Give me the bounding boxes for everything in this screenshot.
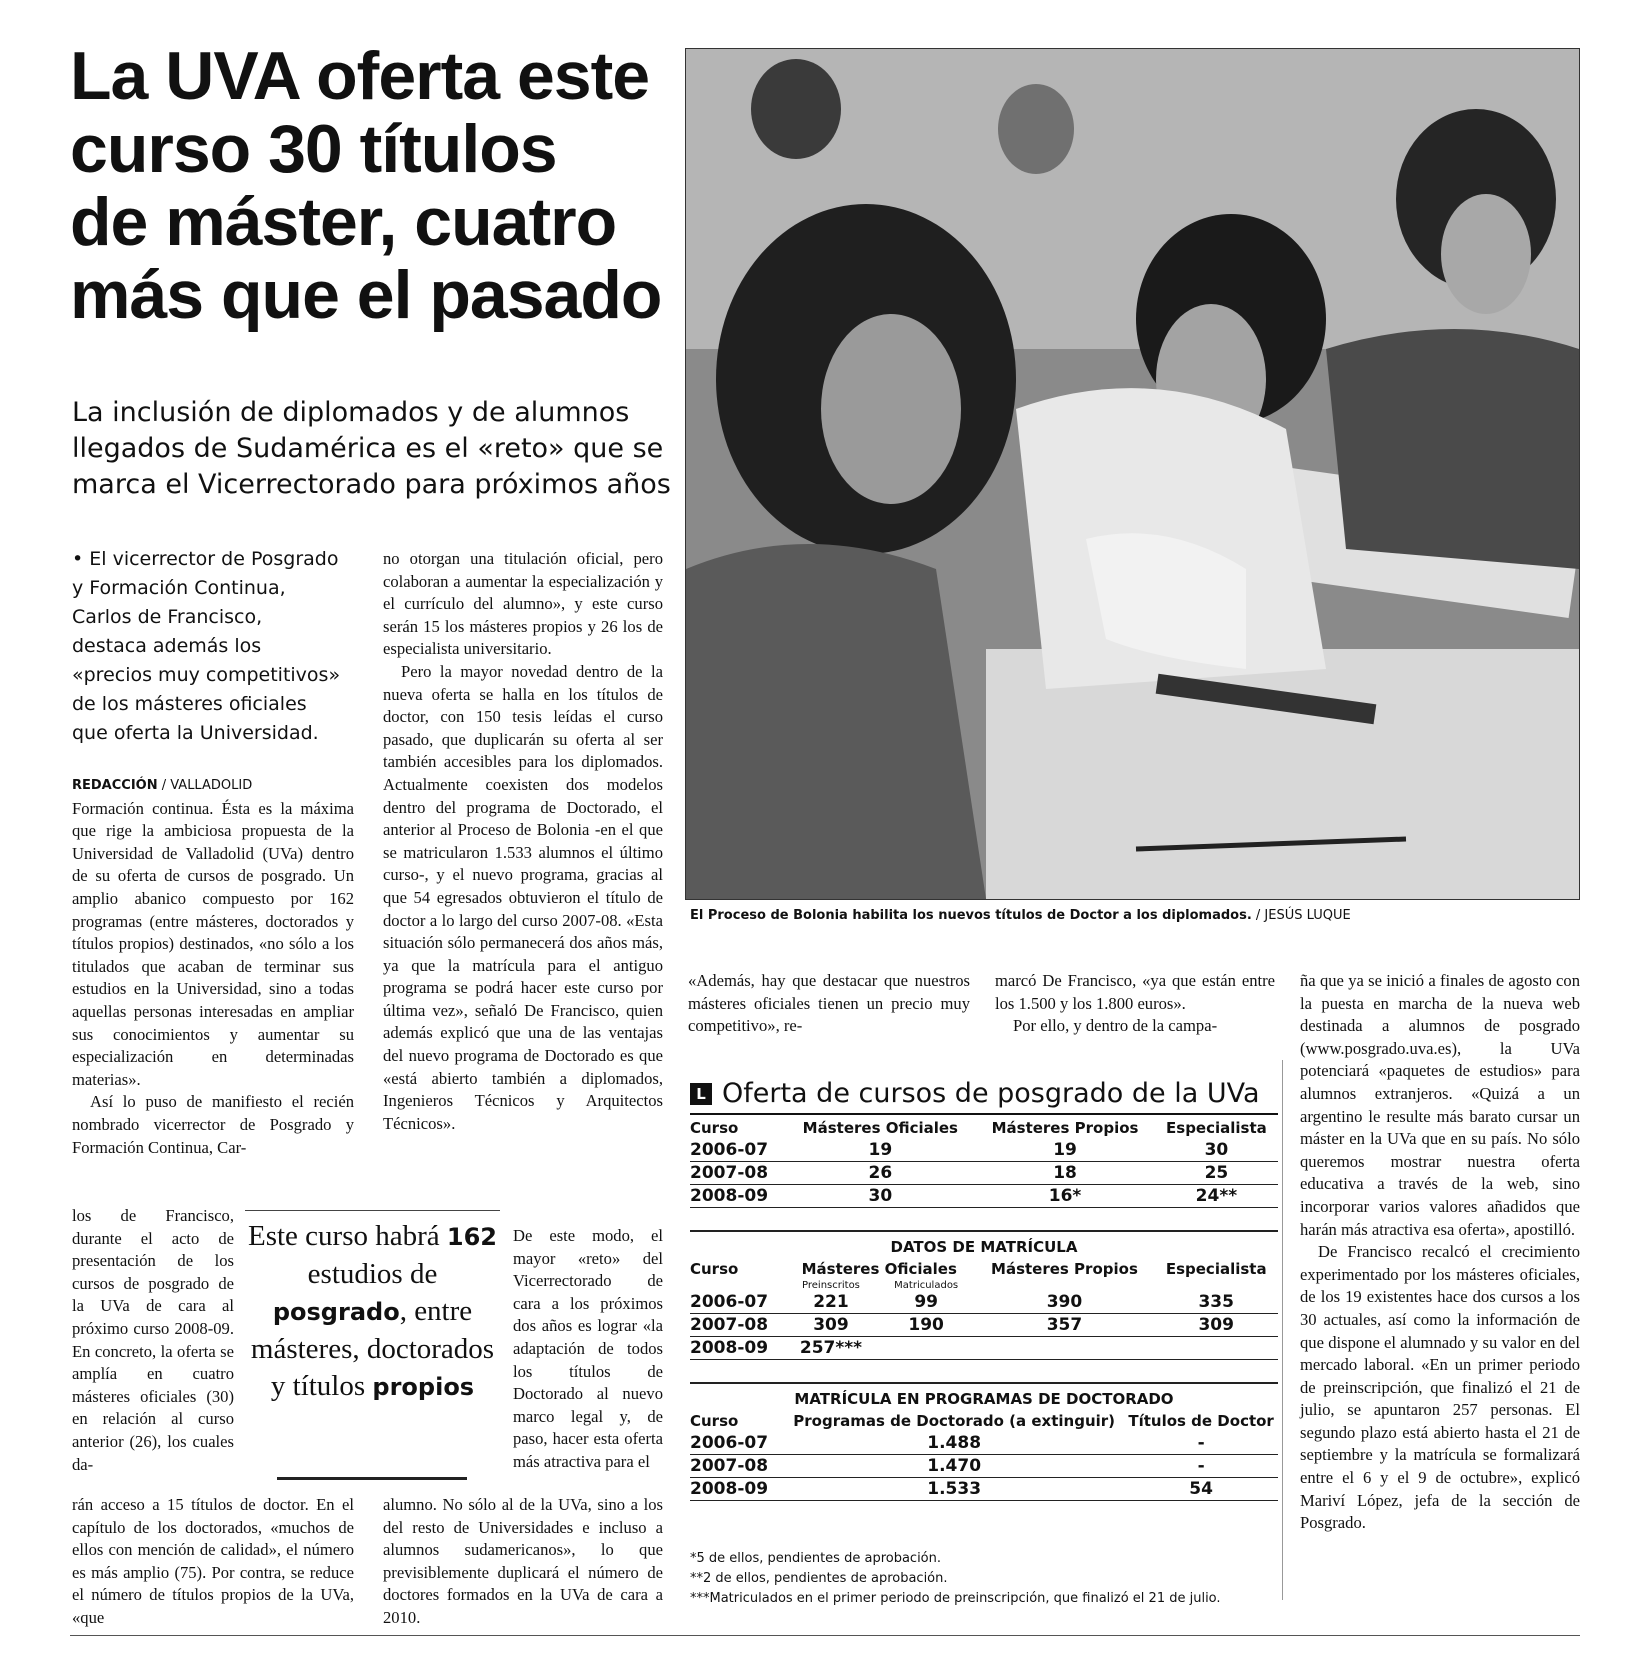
table-cell: 2008-09 — [690, 1337, 784, 1360]
table-cell: 2006-07 — [690, 1291, 784, 1314]
headline-line: La UVA oferta este — [70, 38, 650, 114]
table-header-row — [690, 1256, 1278, 1280]
table-cell: 2007-08 — [690, 1314, 784, 1337]
column-header: Másteres Propios — [991, 1119, 1139, 1137]
table-cell — [1154, 1337, 1278, 1360]
footnote: *5 de ellos, pendientes de aprobación. — [690, 1551, 942, 1566]
byline-author: REDACCIÓN — [72, 778, 158, 793]
column-header: Másteres Oficiales — [801, 1260, 957, 1278]
table-cell — [974, 1280, 1154, 1291]
pullquote-bold: 162 — [446, 1223, 497, 1251]
table-cell: 19 — [975, 1139, 1155, 1162]
table-row — [690, 1314, 1278, 1337]
table-doctorado — [690, 1408, 1278, 1501]
paragraph: Pero la mayor novedad dentro de la nueva oferta se halla en los títulos de doctor, con 150 tesis leídas el curso pasado, que duplicarán su oferta al ser también accesibles para los diplomados. Actualmente coexisten dos modelos dentro del programa de Doctorado, el anterior al Proceso de Bolonia -en el que se matricularon 1.533 alumnos el último curso-, y el nuevo programa, gracias al que 54 egresados obtuvieron el título de doctor a lo largo del curso 2007-08. «Esta situación sólo permanecerá dos años más, ya que la matrícula para el antiguo programa se podrá hacer este curso por última vez», señaló De Francisco, quien además explicó que una de las ventajas del nuevo programa de Doctorado es que «está abierto también a diplomados, Ingenieros Técnicos y Arquitectos Técnicos». — [383, 661, 663, 1133]
table-cell: 357 — [974, 1314, 1154, 1337]
subheadline-line: marca el Vicerrectorado para próximos años — [72, 469, 671, 500]
table-cell: 25 — [1155, 1162, 1278, 1185]
article-column-4 — [995, 970, 1275, 1038]
table-footnotes — [690, 1549, 1278, 1609]
table-cell: 335 — [1154, 1291, 1278, 1314]
column-header: Curso — [690, 1260, 739, 1278]
paragraph: marcó De Francisco, «ya que están entre los 1.500 y los 1.800 euros». — [995, 971, 1275, 1013]
table-cell: 257*** — [784, 1337, 878, 1360]
table-cell — [974, 1337, 1154, 1360]
table-row — [690, 1162, 1278, 1185]
table-cell: - — [1124, 1432, 1278, 1455]
column-divider — [1282, 1060, 1283, 1600]
column-subheader: Matriculados — [894, 1280, 959, 1291]
paragraph: De Francisco recalcó el crecimiento experimentado por los másteres oficiales, de los 19 existentes hace dos cursos a los 30 actuales, así como la información de que dispone el alumnado y su valor en del mercado laboral. «En un primer periodo de preinscripción, que finalizó el 21 de julio, se apuntaron 257 personas. El segundo plazo está abierto hasta el 21 de septiembre y la matrícula se formalizará entre el 6 y el 9 de octubre», explicó Mariví López, jefa de la sección de Posgrado. — [1300, 1242, 1580, 1533]
article-column-2 — [383, 548, 663, 1135]
pullquote-text: , entre másteres, doctorados y títulos — [250, 1295, 495, 1402]
article-column-2-narrow: De este modo, el mayor «reto» del Vicerrectorado de cara a los próximos dos años es lograr «la adaptación de todos los títulos de Doctorado al nuevo marco legal y, de paso, hacer esta oferta más atractiva para el — [513, 1226, 663, 1471]
table-cell: 309 — [1154, 1314, 1278, 1337]
headline-line: de máster, cuatro — [70, 184, 617, 260]
table-cell: 2007-08 — [690, 1455, 784, 1478]
article-column-1-narrow: los de Francisco, durante el acto de presentación de los cursos de posgrado de la UVa de cara al próximo curso 2008-09. En concreto, la oferta se amplía en cuatro másteres oficiales (30) en relación al curso anterior (26), los cuales da- — [72, 1206, 234, 1474]
photo-illustration — [686, 49, 1579, 899]
byline-place: / VALLADOLID — [157, 778, 253, 793]
table-cell — [690, 1280, 784, 1291]
table-cell: 16* — [975, 1185, 1155, 1208]
caption-text: El Proceso de Bolonia habilita los nuevos títulos de Doctor a los diplomados. — [690, 908, 1252, 923]
table-row — [690, 1337, 1278, 1360]
table-row — [690, 1432, 1278, 1455]
table-row — [690, 1455, 1278, 1478]
table-cell: 1.533 — [784, 1478, 1124, 1501]
column-header: Especialista — [1165, 1260, 1267, 1278]
table-header-row — [690, 1115, 1278, 1139]
table-title — [690, 1078, 1278, 1115]
table-cell: 2006-07 — [690, 1139, 785, 1162]
table-cell: 1.470 — [784, 1455, 1124, 1478]
section-title: DATOS DE MATRÍCULA — [690, 1230, 1278, 1256]
table-row — [690, 1139, 1278, 1162]
table-cell: - — [1124, 1455, 1278, 1478]
table-cell — [878, 1337, 975, 1360]
column-header: Programas de Doctorado (a extinguir) — [793, 1412, 1116, 1430]
table-cell: 99 — [878, 1291, 975, 1314]
table-matricula — [690, 1256, 1278, 1360]
pullquote-text: estudios de — [307, 1258, 438, 1290]
page-bottom-rule — [70, 1635, 1580, 1636]
table-cell: 221 — [784, 1291, 878, 1314]
table-cell: 54 — [1124, 1478, 1278, 1501]
lead-summary: • El vicerrector de Posgrado y Formación Continua, Carlos de Francisco, destaca además los «precios muy competitivos» de los másteres oficiales que oferta la Universidad. — [72, 548, 341, 744]
article-photo — [685, 48, 1580, 900]
subheadline-line: La inclusión de diplomados y de alumnos — [72, 397, 630, 428]
paragraph: Así lo puso de manifiesto el recién nombrado vicerrector de Posgrado y Formación Continua, Car- — [72, 1092, 354, 1157]
table-cell: 1.488 — [784, 1432, 1124, 1455]
article-column-1-bottom: rán acceso a 15 títulos de doctor. En el capítulo de los doctorados, «muchos de ellos con mención de calidad», el número es más amplio (75). Por contra, se reduce el número de títulos propios de la UVa, «que — [72, 1495, 354, 1627]
paragraph: Formación continua. Ésta es la máxima que rige la ambiciosa propuesta de la Universidad de Valladolid (UVa) dentro de su oferta de cursos de posgrado. Un amplio abanico compuesto por 162 programas (entre másteres, doctorados y títulos propios) destinados, «no sólo a los titulados que acaban de terminar sus estudios en la Universidad, sino a todas aquellas personas interesadas en ampliar sus conocimientos y aumentar su especialización en determinadas materias». — [72, 798, 354, 1089]
subheadline — [72, 395, 672, 503]
column-header: Curso — [690, 1119, 739, 1137]
posgrado-table — [690, 1078, 1278, 1609]
article-column-1 — [72, 775, 354, 1159]
table-row — [690, 1478, 1278, 1501]
column-header: Títulos de Doctor — [1128, 1412, 1274, 1430]
paragraph: ña que ya se inició a finales de agosto con la puesta en marcha de la nueva web destinada a alumnos de posgrado (www.posgrado.uva.es), la UVa potenciará «paquetes de estudios» para alumnos extranjeros. «Quizá a un argentino le resulte más barato cursar un máster en la UVa que en su país. No sólo queremos mostrar nuestra oferta educativa a través de la web, sino incorporar varios valores añadidos que harán más atractiva esa oferta», apostilló. — [1300, 971, 1580, 1239]
pullquote — [245, 1218, 500, 1406]
table-cell: 190 — [878, 1314, 975, 1337]
article-column-3: «Además, hay que destacar que nuestros másteres oficiales tienen un precio muy competitivo», re- — [688, 971, 970, 1036]
table-cell: 18 — [975, 1162, 1155, 1185]
column-subheader: Preinscritos — [802, 1280, 860, 1291]
section-title: MATRÍCULA EN PROGRAMAS DE DOCTORADO — [690, 1382, 1278, 1408]
table-cell: 2007-08 — [690, 1162, 785, 1185]
table-row — [690, 1291, 1278, 1314]
column-header: Curso — [690, 1412, 739, 1430]
footnote: **2 de ellos, pendientes de aprobación. — [690, 1571, 948, 1586]
newspaper-logo-icon: L — [690, 1083, 712, 1105]
table-oferta — [690, 1115, 1278, 1208]
subheadline-line: llegados de Sudamérica es el «reto» que se — [72, 433, 664, 464]
photo-caption — [690, 908, 1580, 923]
table-cell: 26 — [785, 1162, 975, 1185]
column-header: Especialista — [1166, 1119, 1267, 1137]
table-cell: 30 — [1155, 1139, 1278, 1162]
photo-credit: / JESÚS LUQUE — [1251, 908, 1351, 923]
article-column-2-bottom: alumno. No sólo al de la UVa, sino a los del resto de Universidades e incluso a alumnos sudamericanos», lo que previsiblemente duplicará el número de doctores formados en la UVa de cara a 2010. — [383, 1495, 663, 1627]
table-cell: 24** — [1155, 1185, 1278, 1208]
footnote: ***Matriculados en el primer periodo de preinscripción, que finalizó el 21 de julio. — [690, 1591, 1221, 1606]
table-cell: 2006-07 — [690, 1432, 784, 1455]
table-cell: 2008-09 — [690, 1185, 785, 1208]
headline-line: curso 30 títulos — [70, 111, 557, 187]
table-subheader-row — [690, 1280, 1278, 1291]
pullquote-text: Este curso habrá — [247, 1220, 447, 1252]
headline — [70, 40, 670, 332]
column-header: Másteres Propios — [991, 1260, 1138, 1278]
headline-line: más que el pasado — [70, 257, 662, 333]
byline — [72, 775, 354, 798]
table-cell: 390 — [974, 1291, 1154, 1314]
column-header: Másteres Oficiales — [802, 1119, 958, 1137]
table-title-text: Oferta de cursos de posgrado de la UVa — [722, 1078, 1260, 1109]
pullquote-rule-top — [245, 1210, 500, 1211]
pullquote-bold: propios — [372, 1373, 475, 1401]
pullquote-bold: posgrado — [272, 1298, 400, 1326]
table-cell — [1154, 1280, 1278, 1291]
table-cell: 2008-09 — [690, 1478, 784, 1501]
paragraph: no otorgan una titulación oficial, pero colaboran a aumentar la especialización y el currículo del alumno», y este curso serán 15 los másteres propios y 26 los de especialista universitario. — [383, 549, 663, 659]
table-header-row — [690, 1408, 1278, 1432]
paragraph: Por ello, y dentro de la campa- — [1013, 1016, 1218, 1036]
table-cell: 19 — [785, 1139, 975, 1162]
table-row — [690, 1185, 1278, 1208]
table-cell: 30 — [785, 1185, 975, 1208]
article-column-5 — [1300, 970, 1580, 1535]
pullquote-rule-bottom — [277, 1477, 467, 1480]
table-cell: 309 — [784, 1314, 878, 1337]
